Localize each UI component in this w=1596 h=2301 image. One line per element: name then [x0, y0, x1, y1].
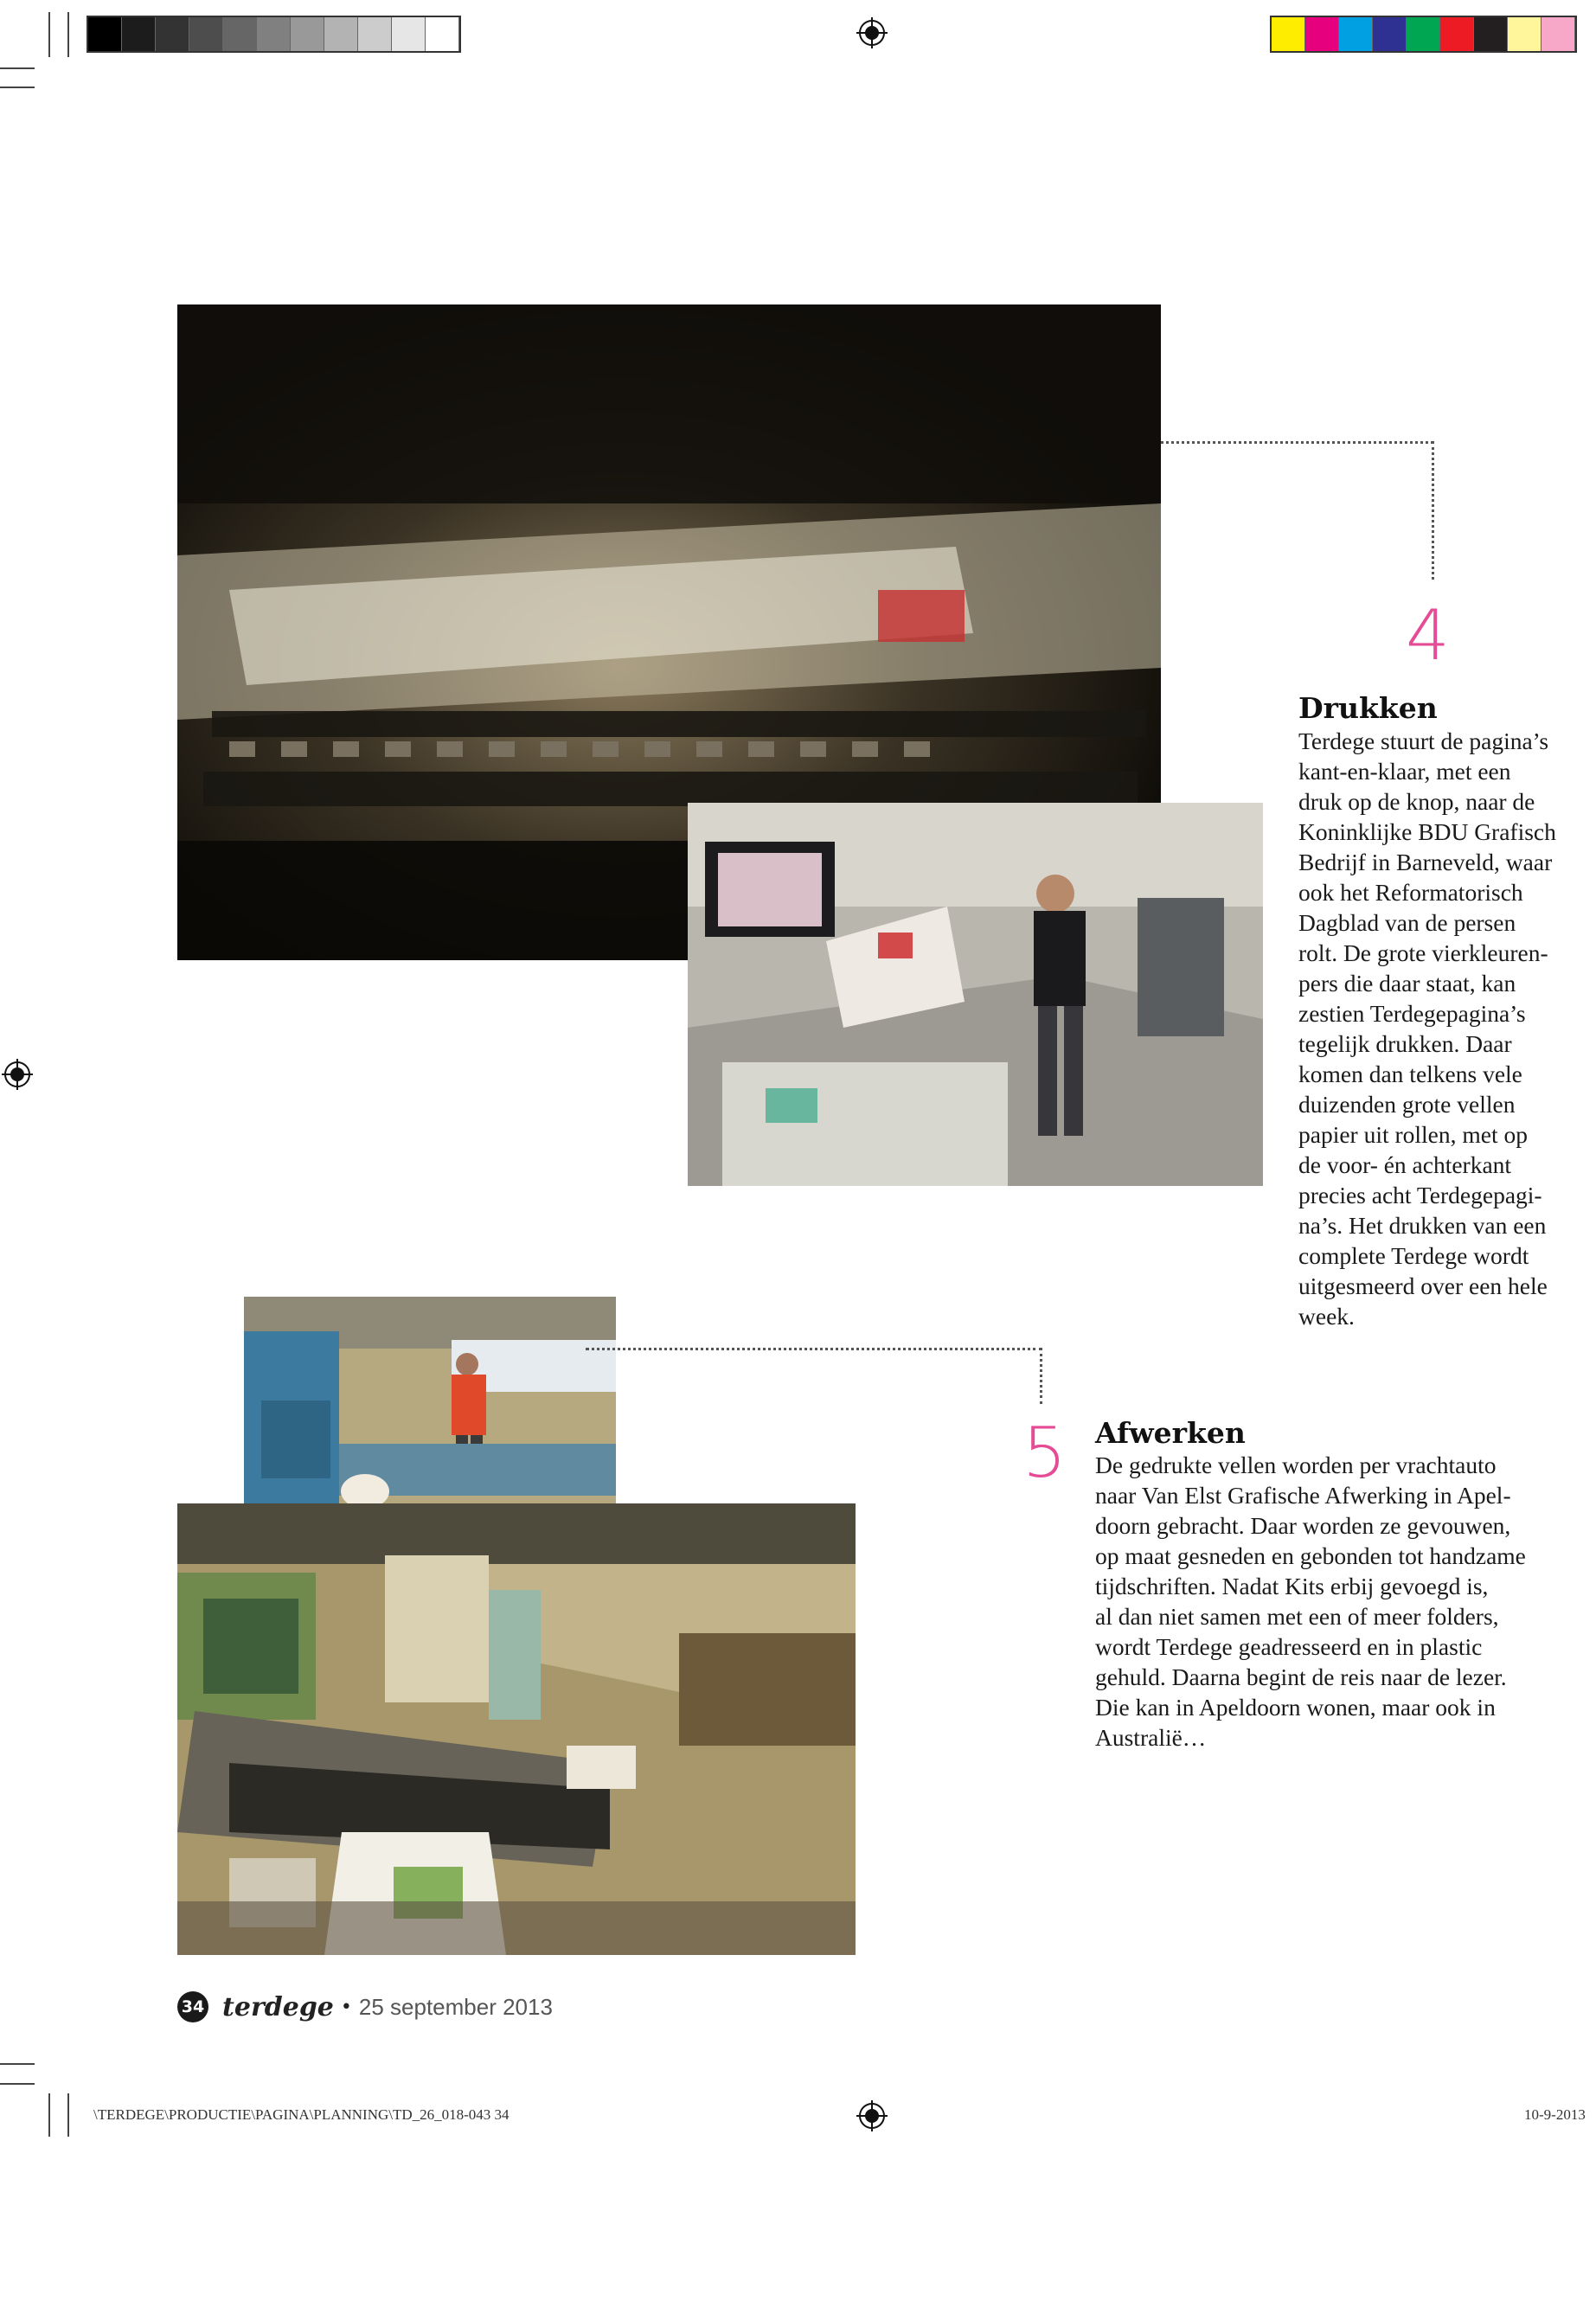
crop-mark	[67, 2093, 69, 2137]
grey-swatch	[257, 17, 291, 51]
leader-line	[1432, 441, 1434, 580]
registration-mark-icon	[856, 2100, 888, 2131]
color-swatch	[1508, 17, 1542, 51]
leader-line	[586, 1348, 1042, 1350]
color-calibration-bar	[1270, 16, 1577, 53]
brand-logo: terdege	[222, 1991, 334, 2022]
grey-swatch	[122, 17, 156, 51]
registration-mark-icon	[2, 1059, 33, 1090]
color-swatch	[1305, 17, 1339, 51]
crop-mark	[67, 12, 69, 57]
footer-separator: •	[340, 1996, 352, 2018]
file-path-slug: \TERDEGE\PRODUCTIE\PAGINA\PLANNING\TD_26_018-043 34	[93, 2106, 510, 2123]
color-swatch	[1272, 17, 1305, 51]
color-swatch	[1339, 17, 1373, 51]
color-swatch	[1440, 17, 1474, 51]
color-swatch	[1407, 17, 1440, 51]
leader-line	[1040, 1348, 1042, 1404]
crop-mark	[0, 2063, 35, 2065]
grey-swatch	[358, 17, 392, 51]
grey-calibration-bar	[87, 16, 461, 53]
grey-swatch	[189, 17, 223, 51]
grey-swatch	[324, 17, 358, 51]
section-body: De gedrukte vellen worden per vrachtauto naar Van Elst Grafische Afwerking in Apel- doorn gebracht. Daar worden ze gevouwen, op maat gesneden en gebonden tot handzame tijdschriften. Nadat Kits erbij gevoegd is, al dan niet samen met een of meer folders, wordt Terdege geadresseerd en in plastic gehuld. Daarna begint de reis naar de lezer. Die kan in Apeldoorn wonen, maar ook in Australië…	[1095, 1452, 1526, 1751]
crop-mark	[0, 67, 35, 69]
grey-swatch	[156, 17, 189, 51]
page-footer	[177, 1991, 553, 2022]
crop-mark	[0, 87, 35, 88]
grey-swatch	[291, 17, 324, 51]
crop-mark	[48, 2093, 50, 2137]
color-swatch	[1373, 17, 1407, 51]
crop-mark	[0, 2083, 35, 2085]
press-operator-photo	[688, 803, 1263, 1186]
color-swatch	[1474, 17, 1508, 51]
step-number: 5	[1022, 1413, 1067, 1493]
crop-mark	[48, 12, 50, 57]
section-body: Terdege stuurt de pagina’s kant-en-klaar, met een druk op de knop, naar de Koninklijke BDU Grafisch Bedrijf in Barneveld, waar ook het Reformatorisch Dagblad van de persen rolt. De grote vierkleuren- pers die daar staat, kan zestien Terdegepagina’s tegelijk drukken. Daar komen dan telkens vele duizenden grote vellen papier uit rollen, met op de voor- én achterkant precies acht Terdegepagi- na’s. Het drukken van een complete Terdege wordt uitgesmeerd over een hele week.	[1298, 727, 1556, 1330]
step-number: 4	[1406, 595, 1450, 676]
registration-mark-icon	[856, 17, 888, 48]
grey-swatch	[88, 17, 122, 51]
grey-swatch	[392, 17, 426, 51]
leader-line	[1161, 441, 1433, 444]
section-title: Afwerken	[1095, 1416, 1246, 1450]
color-swatch	[1542, 17, 1575, 51]
finishing-hall-photo	[177, 1503, 856, 1955]
issue-date: 25 september 2013	[358, 1993, 553, 2020]
grey-swatch	[426, 17, 459, 51]
section-title: Drukken	[1298, 691, 1438, 725]
slug-date: 10-9-2013	[1524, 2106, 1586, 2123]
grey-swatch	[223, 17, 257, 51]
page-number-badge: 34	[177, 1991, 208, 2022]
